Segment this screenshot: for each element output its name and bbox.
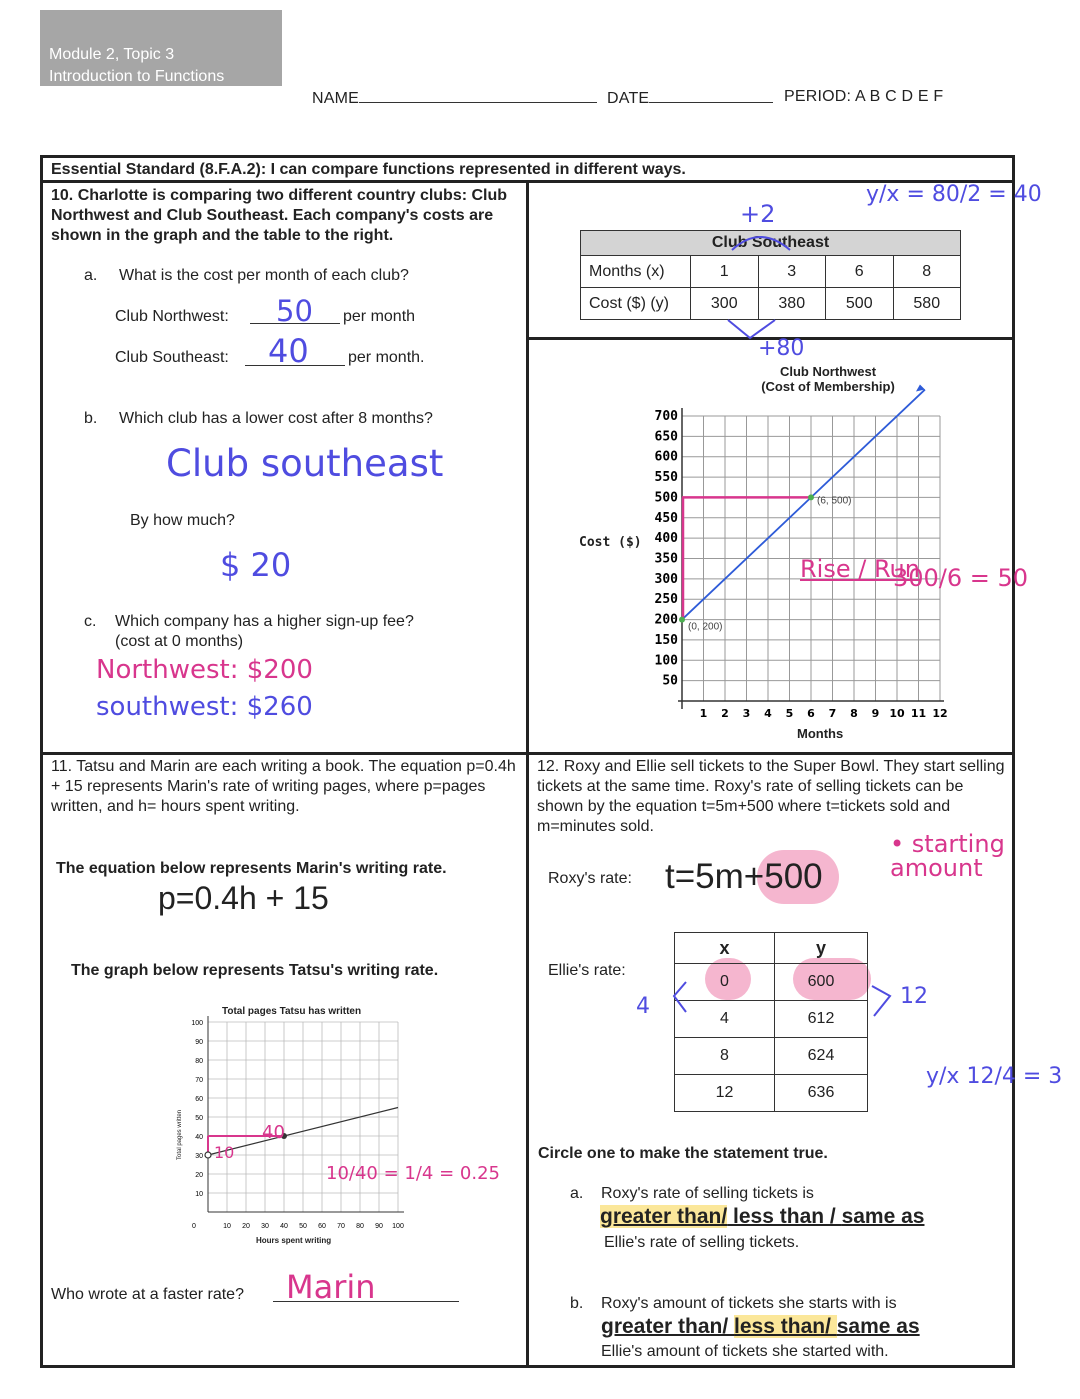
y-tick-label: 500	[654, 490, 678, 506]
note-12: 12	[900, 984, 928, 1009]
period-label: PERIOD:	[784, 88, 852, 105]
marin-label: The equation below represents Marin's writing rate.	[56, 860, 447, 877]
ellie-table-cell: 636	[775, 1075, 868, 1112]
x-tick-label: 0	[192, 1223, 196, 1230]
option-greater-than[interactable]: greater than/	[601, 1315, 735, 1338]
rate-calc-note: 10/40 = 1/4 = 0.25	[326, 1163, 500, 1184]
x-tick-label: 12	[932, 707, 948, 720]
q10b-letter: b.	[84, 410, 98, 427]
option-less-than[interactable]: less than/	[734, 1315, 837, 1338]
essential-standard: Essential Standard (8.F.A.2): I can compare functions represented in different ways.	[51, 161, 686, 178]
roxy-equation: t=5m+500	[665, 857, 823, 896]
circle-instruction: Circle one to make the statement true.	[538, 1145, 828, 1162]
name-field[interactable]	[312, 88, 597, 108]
divider	[40, 752, 1015, 755]
q10b-more: By how much?	[130, 512, 235, 529]
table-cell: 500	[826, 288, 894, 320]
x-tick-label: 2	[721, 707, 729, 720]
data-point	[205, 1152, 211, 1158]
note-4: 4	[636, 994, 650, 1019]
q10b-more-answer: $ 20	[220, 546, 292, 584]
ellie-table-cell: 612	[775, 1001, 868, 1038]
x-tick-label: 6	[807, 707, 815, 720]
table-cell: 580	[893, 288, 961, 320]
nw-label: Club Northwest:	[115, 308, 229, 325]
plus2-note: +2	[740, 200, 776, 228]
x-tick-label: 1	[699, 707, 708, 720]
ellie-label: Ellie's rate:	[548, 962, 626, 979]
y-tick-label: 50	[195, 1115, 203, 1122]
q10c-text2: (cost at 0 months)	[115, 633, 244, 650]
ellie-table-cell: 600	[775, 964, 868, 1001]
q11-answer: Marin	[286, 1268, 376, 1306]
table-bracket-marks	[660, 978, 900, 1028]
q12-prompt: 12. Roxy and Ellie sell tickets to the Super Bowl. They start selling tickets at the same time. Roxy's rate of selling tickets can be shown by the equation t=5m+500 where t=tickets sold and m=minutes sold.	[537, 758, 1005, 835]
tatsu-graph-ylabel: Total pages written	[177, 1109, 183, 1161]
ellie-table-cell: 8	[675, 1038, 775, 1075]
y-tick-label: 60	[195, 1096, 203, 1103]
nw-graph-xlabel: Months	[797, 726, 844, 741]
x-tick-label: 8	[850, 707, 858, 720]
q10c-letter: c.	[84, 613, 97, 630]
ellie-table-cell: 624	[775, 1038, 868, 1075]
y-tick-label: 600	[654, 449, 678, 465]
q10-prompt: 10. Charlotte is comparing two different country clubs: Club Northwest and Club Southeast. Each company's costs are shown in the graph and the table to the right.	[51, 187, 508, 244]
y-tick-label: 100	[654, 653, 678, 669]
ellie-table-head-x: x	[675, 933, 775, 964]
nw-answer: 50	[276, 294, 313, 328]
se-suffix: per month.	[348, 349, 425, 366]
date-label: DATE	[607, 90, 650, 107]
x-tick-label: 10	[223, 1223, 231, 1230]
q10c-text: Which company has a higher sign-up fee?	[115, 613, 414, 630]
x-tick-label: 50	[299, 1223, 307, 1230]
slope-note: y/x = 80/2 = 40	[866, 182, 1042, 207]
rise-run-note: Rise / Run	[800, 555, 920, 583]
x-tick-label: 4	[764, 707, 772, 720]
x-tick-label: 10	[889, 707, 905, 720]
y-tick-label: 90	[195, 1039, 203, 1046]
table-cell: 6	[826, 256, 894, 288]
x-tick-label: 60	[318, 1223, 326, 1230]
table-row-label: Months (x)	[581, 256, 691, 288]
q12a-tail: Ellie's rate of selling tickets.	[604, 1234, 800, 1251]
y-tick-label: 150	[654, 632, 678, 648]
x-tick-label: 70	[337, 1223, 345, 1230]
q10b-text: Which club has a lower cost after 8 months?	[119, 410, 433, 427]
y-tick-label: 300	[654, 571, 678, 587]
option-less-than[interactable]: less than /	[727, 1205, 842, 1228]
q11-prompt: 11. Tatsu and Marin are each writing a book. The equation p=0.4h + 15 represents Marin's rate of writing pages, where p=pages written, and h= hours spent writing.	[51, 758, 516, 815]
y-tick-label: 450	[654, 510, 678, 526]
nw-graph-title	[738, 364, 918, 394]
tatsu-label: The graph below represents Tatsu's writing rate.	[71, 962, 439, 979]
period-field	[784, 88, 943, 106]
x-tick-label: 30	[261, 1223, 269, 1230]
x-tick-label: 9	[871, 707, 880, 720]
option-same-as[interactable]: same as	[841, 1205, 925, 1228]
y-tick-label: 250	[654, 592, 678, 608]
tatsu-graph-title: Total pages Tatsu has written	[222, 1006, 362, 1017]
q10b-answer: Club southeast	[166, 442, 444, 485]
y-tick-label: 650	[654, 429, 678, 445]
q12a-letter: a.	[570, 1185, 584, 1202]
se-answer: 40	[268, 332, 309, 370]
q12b-letter: b.	[570, 1295, 584, 1312]
x-tick-label: 80	[356, 1223, 364, 1230]
marin-equation: p=0.4h + 15	[158, 880, 329, 916]
y-tick-label: 100	[191, 1020, 203, 1027]
point-label: (6, 500)	[817, 495, 852, 507]
note-10: 10	[214, 1143, 235, 1162]
y-tick-label: 550	[654, 470, 678, 486]
y-tick-label: 10	[195, 1191, 203, 1198]
module-badge	[40, 10, 282, 86]
q12a-options	[600, 1205, 924, 1229]
topic-title: Introduction to Functions	[49, 68, 225, 85]
ellie-table-cell: 4	[675, 1001, 775, 1038]
starting-amount-note: • starting amount	[890, 830, 1005, 882]
q10a-letter: a.	[84, 267, 98, 284]
nw-graph-title-1: Club Northwest	[779, 364, 877, 379]
y-tick-label: 20	[195, 1172, 203, 1179]
roxy-label: Roxy's rate:	[548, 870, 632, 887]
q10c-answer-southwest: southwest: $260	[96, 692, 313, 722]
nw-graph-title-2: (Cost of Membership)	[761, 379, 895, 394]
period-letters[interactable]: A B C D E F	[854, 88, 944, 105]
table-cell: 3	[758, 256, 826, 288]
data-point	[808, 494, 814, 500]
date-field[interactable]	[607, 88, 773, 108]
y-tick-label: 40	[195, 1134, 203, 1141]
x-tick-label: 7	[828, 707, 837, 720]
table-cell: 1	[691, 256, 759, 288]
x-tick-label: 20	[242, 1223, 250, 1230]
q12b-tail: Ellie's amount of tickets she started with.	[601, 1343, 889, 1360]
slope-50-note: 300/6 = 50	[893, 564, 1029, 592]
y-tick-label: 400	[654, 531, 678, 547]
q11-question: Who wrote at a faster rate?	[51, 1286, 244, 1303]
data-point	[679, 617, 685, 623]
y-tick-label: 350	[654, 551, 678, 567]
x-tick-label: 11	[910, 707, 927, 720]
series-line	[682, 390, 925, 620]
name-label: NAME	[312, 90, 360, 107]
divider	[526, 180, 529, 1368]
note-40: 40	[262, 1122, 285, 1143]
ellie-table-cell: 12	[675, 1075, 775, 1112]
table-row-label: Cost ($) (y)	[581, 288, 691, 320]
ellie-table-cell: 0	[675, 964, 775, 1001]
tatsu-chart	[170, 1012, 415, 1237]
module-title: Module 2, Topic 3	[49, 46, 175, 63]
q12a-text: Roxy's rate of selling tickets is	[601, 1185, 814, 1202]
plus80-note: +80	[758, 336, 805, 361]
y-tick-label: 700	[654, 409, 678, 424]
ratio-note: y/x 12/4 = 3	[926, 1064, 1063, 1089]
y-tick-label: 70	[195, 1077, 203, 1084]
se-label: Club Southeast:	[115, 349, 229, 366]
x-tick-label: 3	[742, 707, 751, 720]
table-cell: 8	[893, 256, 961, 288]
table-cell: 300	[691, 288, 759, 320]
q12b-options	[601, 1315, 920, 1339]
option-same-as[interactable]: same as	[836, 1315, 920, 1338]
point-label: (0, 200)	[688, 621, 723, 633]
nw-graph-ylabel: Cost ($)	[579, 535, 642, 550]
q12b-text: Roxy's amount of tickets she starts with is	[601, 1295, 897, 1312]
y-tick-label: 50	[662, 673, 678, 689]
q10c-answer-northwest: Northwest: $200	[96, 655, 313, 685]
option-greater-than[interactable]: greater than/	[600, 1205, 728, 1228]
tatsu-graph-xlabel: Hours spent writing	[256, 1236, 332, 1245]
y-tick-label: 80	[195, 1058, 203, 1065]
table-title: Club Southeast	[581, 231, 961, 256]
q10a-text: What is the cost per month of each club?	[119, 267, 409, 284]
y-tick-label: 200	[654, 612, 678, 628]
nw-suffix: per month	[343, 308, 416, 325]
x-tick-label: 5	[785, 707, 794, 720]
x-tick-label: 100	[392, 1223, 404, 1230]
y-tick-label: 30	[195, 1153, 203, 1160]
table-annotation-marks	[720, 222, 820, 352]
table-cell: 380	[758, 288, 826, 320]
x-tick-label: 90	[375, 1223, 383, 1230]
x-tick-label: 40	[280, 1223, 288, 1230]
ellie-table-head-y: y	[775, 933, 868, 964]
